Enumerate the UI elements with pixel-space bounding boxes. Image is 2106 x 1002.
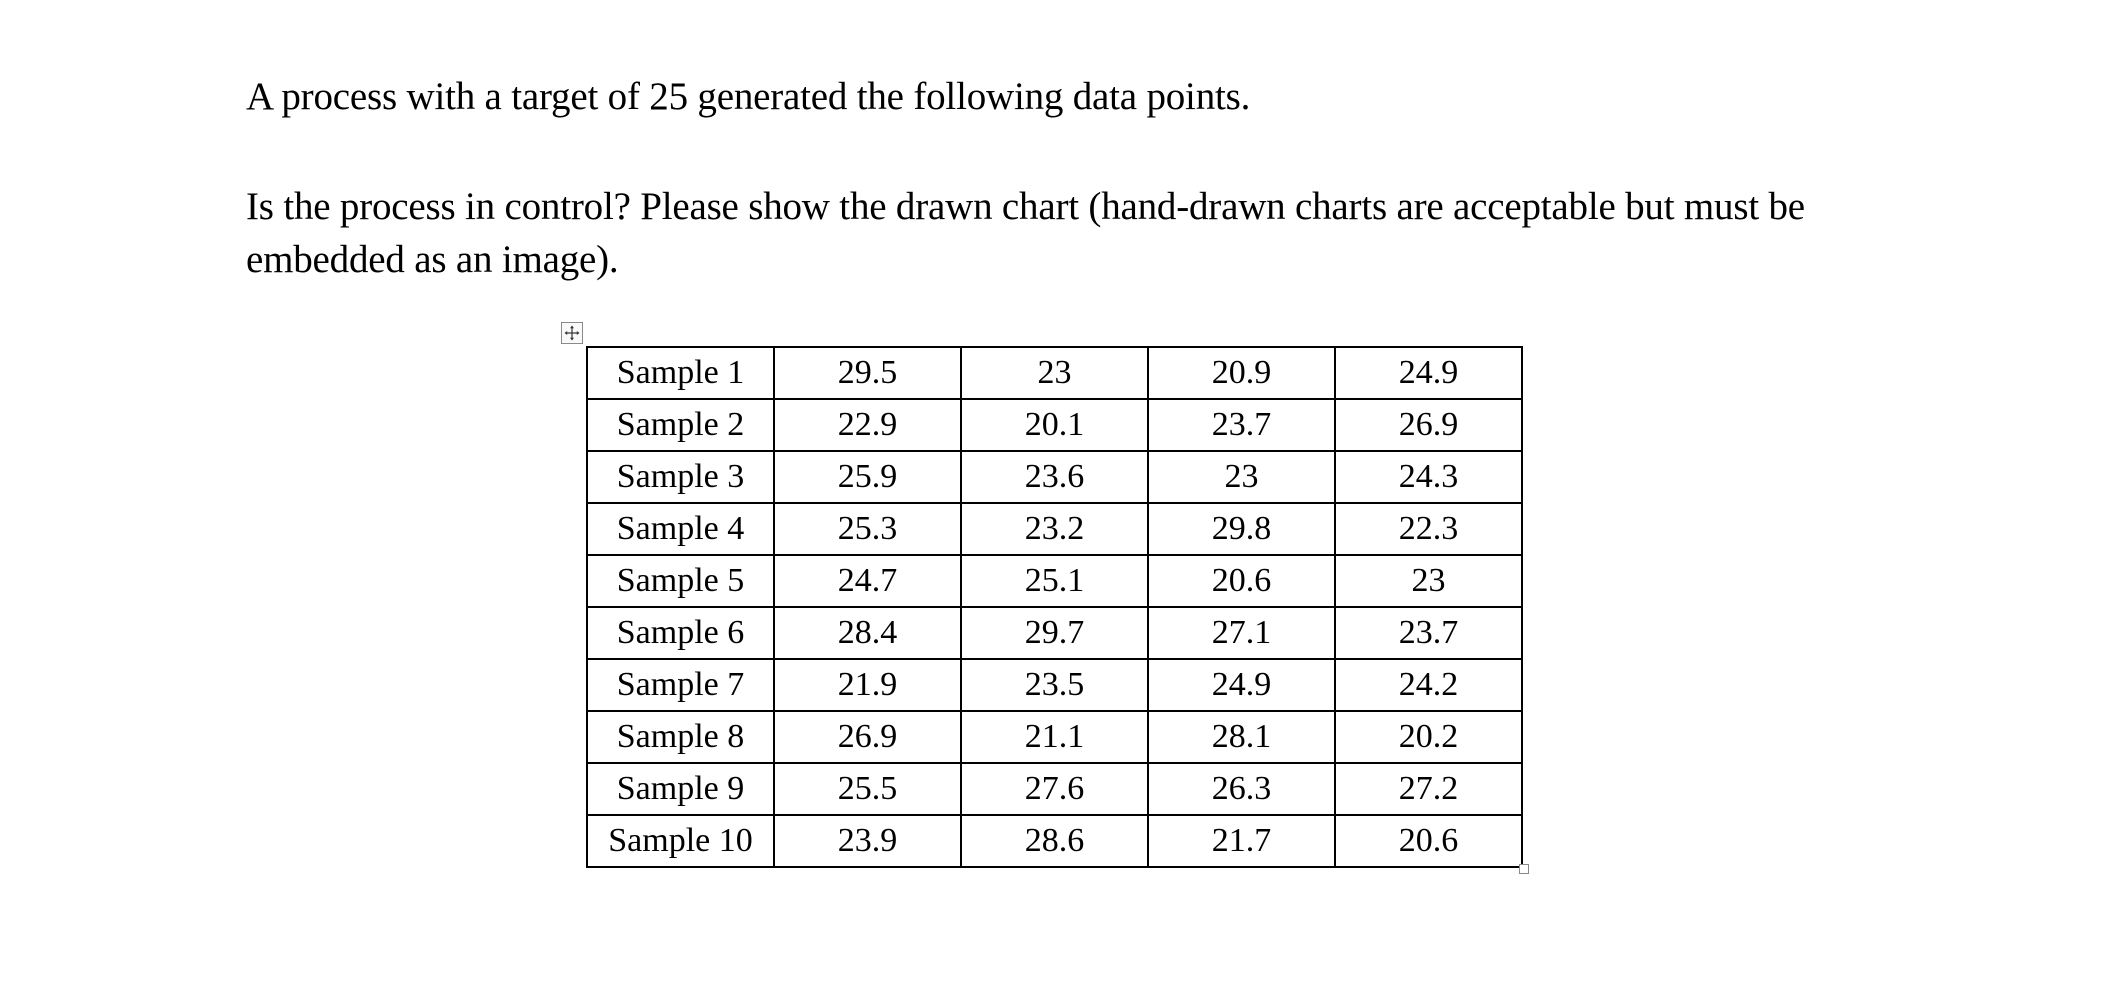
table-cell: Sample 5 bbox=[587, 555, 774, 607]
table-row bbox=[587, 607, 1522, 659]
table-cell: 20.9 bbox=[1148, 347, 1335, 399]
table-cell: 29.7 bbox=[961, 607, 1148, 659]
table-cell: Sample 1 bbox=[587, 347, 774, 399]
table-cell: Sample 2 bbox=[587, 399, 774, 451]
table-row bbox=[587, 711, 1522, 763]
table-row bbox=[587, 503, 1522, 555]
table-cell: Sample 7 bbox=[587, 659, 774, 711]
table-cell: 26.3 bbox=[1148, 763, 1335, 815]
table-cell: 26.9 bbox=[1335, 399, 1522, 451]
table-cell: 29.5 bbox=[774, 347, 961, 399]
table-cell: Sample 4 bbox=[587, 503, 774, 555]
table-cell: 23 bbox=[1335, 555, 1522, 607]
table-cell: Sample 8 bbox=[587, 711, 774, 763]
table-cell: 23.7 bbox=[1148, 399, 1335, 451]
table-cell: 25.9 bbox=[774, 451, 961, 503]
table-cell: 24.9 bbox=[1148, 659, 1335, 711]
table-resize-handle[interactable] bbox=[1519, 864, 1529, 874]
table-cell: 20.6 bbox=[1148, 555, 1335, 607]
table-cell: 21.1 bbox=[961, 711, 1148, 763]
table-cell: 24.2 bbox=[1335, 659, 1522, 711]
move-arrows-icon bbox=[564, 325, 580, 341]
table-cell: 22.3 bbox=[1335, 503, 1522, 555]
table-cell: 27.6 bbox=[961, 763, 1148, 815]
table-row bbox=[587, 763, 1522, 815]
table-cell: 23.2 bbox=[961, 503, 1148, 555]
table-cell: 28.4 bbox=[774, 607, 961, 659]
intro-paragraph: A process with a target of 25 generated the following data points. bbox=[246, 75, 1251, 118]
table-row bbox=[587, 815, 1522, 867]
table-cell: 25.1 bbox=[961, 555, 1148, 607]
table-row bbox=[587, 555, 1522, 607]
table-cell: 21.9 bbox=[774, 659, 961, 711]
table-cell: 23.5 bbox=[961, 659, 1148, 711]
table-cell: 27.2 bbox=[1335, 763, 1522, 815]
table-cell: 28.6 bbox=[961, 815, 1148, 867]
table-cell: 23.6 bbox=[961, 451, 1148, 503]
table-cell: 23.9 bbox=[774, 815, 961, 867]
table-cell: Sample 10 bbox=[587, 815, 774, 867]
table-cell: 20.1 bbox=[961, 399, 1148, 451]
table-cell: 25.5 bbox=[774, 763, 961, 815]
table-row bbox=[587, 659, 1522, 711]
table-cell: 21.7 bbox=[1148, 815, 1335, 867]
table-cell: 23 bbox=[961, 347, 1148, 399]
table-cell: 23.7 bbox=[1335, 607, 1522, 659]
table-cell: Sample 3 bbox=[587, 451, 774, 503]
table-cell: 20.2 bbox=[1335, 711, 1522, 763]
table-cell: 22.9 bbox=[774, 399, 961, 451]
table-cell: 24.3 bbox=[1335, 451, 1522, 503]
table-cell: 29.8 bbox=[1148, 503, 1335, 555]
table-cell: 24.9 bbox=[1335, 347, 1522, 399]
question-paragraph: Is the process in control? Please show the drawn chart (hand-drawn charts are acceptable but must be embedded as an image). bbox=[246, 185, 1805, 281]
table-row bbox=[587, 451, 1522, 503]
table-cell: 20.6 bbox=[1335, 815, 1522, 867]
table-move-handle[interactable] bbox=[561, 322, 583, 344]
sample-data-table bbox=[586, 346, 1523, 868]
table-cell: Sample 9 bbox=[587, 763, 774, 815]
table-row bbox=[587, 399, 1522, 451]
table-cell: 25.3 bbox=[774, 503, 961, 555]
table-cell: 23 bbox=[1148, 451, 1335, 503]
table-cell: 27.1 bbox=[1148, 607, 1335, 659]
table-cell: Sample 6 bbox=[587, 607, 774, 659]
table-cell: 28.1 bbox=[1148, 711, 1335, 763]
table-cell: 26.9 bbox=[774, 711, 961, 763]
table-cell: 24.7 bbox=[774, 555, 961, 607]
table-row bbox=[587, 347, 1522, 399]
